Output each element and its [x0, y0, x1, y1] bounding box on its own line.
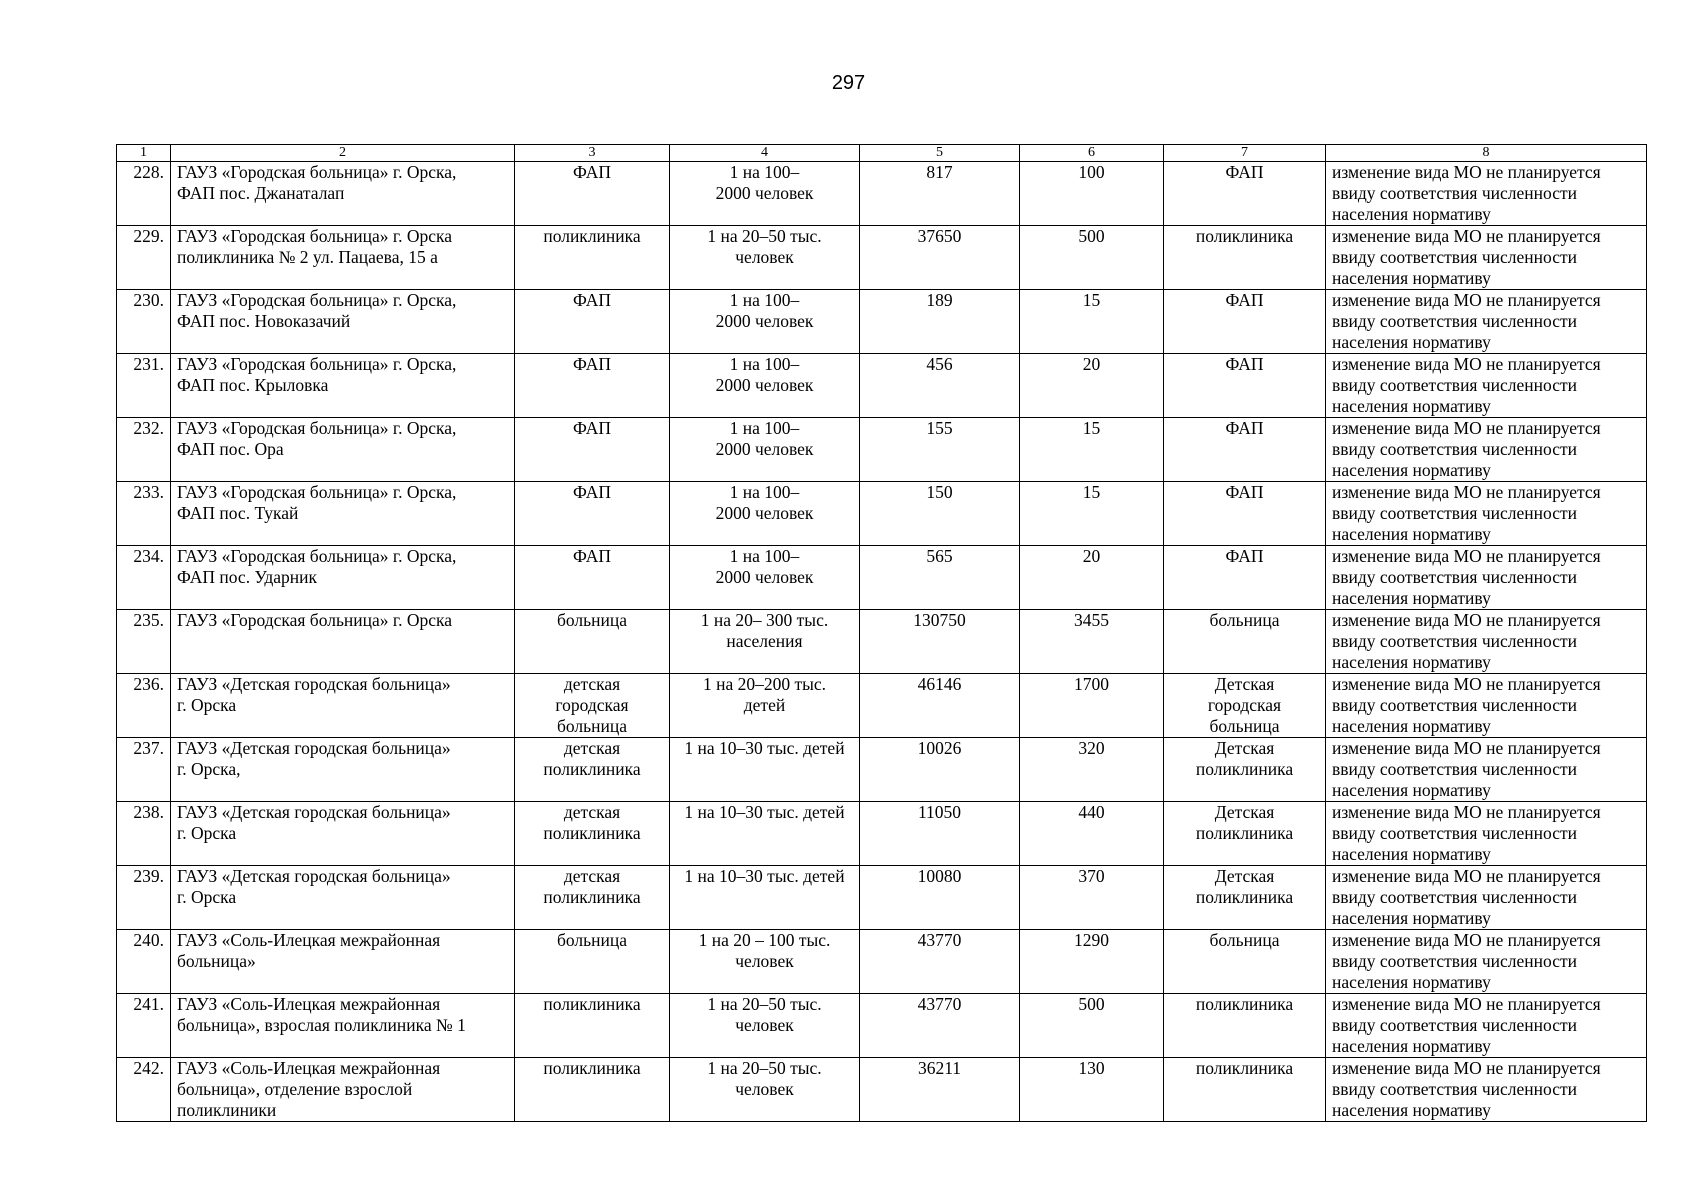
planned-type: Детская поликлиника: [1164, 738, 1326, 802]
row-number: 238.: [117, 802, 171, 866]
facility-type: ФАП: [515, 162, 670, 226]
population-value: 36211: [860, 1058, 1020, 1122]
planned-type: ФАП: [1164, 482, 1326, 546]
facility-type: детская поликлиника: [515, 866, 670, 930]
population-value: 10026: [860, 738, 1020, 802]
capacity-value: 500: [1020, 226, 1164, 290]
planned-type: Детская поликлиника: [1164, 866, 1326, 930]
table-row: [117, 482, 1647, 546]
row-number: 230.: [117, 290, 171, 354]
row-number: 236.: [117, 674, 171, 738]
planned-type: поликлиника: [1164, 1058, 1326, 1122]
capacity-value: 440: [1020, 802, 1164, 866]
capacity-value: 15: [1020, 290, 1164, 354]
planned-type: ФАП: [1164, 354, 1326, 418]
facility-type: детская городская больница: [515, 674, 670, 738]
comment-text: изменение вида МО не планируется ввиду соответствия численности населения нормативу: [1326, 418, 1647, 482]
column-header: 2: [171, 145, 515, 162]
norm-value: 1 на 20–200 тыс. детей: [670, 674, 860, 738]
population-value: 43770: [860, 994, 1020, 1058]
norm-value: 1 на 100– 2000 человек: [670, 546, 860, 610]
row-number: 237.: [117, 738, 171, 802]
column-header: 6: [1020, 145, 1164, 162]
planned-type: Детская городская больница: [1164, 674, 1326, 738]
planned-type: ФАП: [1164, 162, 1326, 226]
institution-name: ГАУЗ «Городская больница» г. Орска поликлиника № 2 ул. Пацаева, 15 а: [171, 226, 515, 290]
facility-type: ФАП: [515, 354, 670, 418]
comment-text: изменение вида МО не планируется ввиду соответствия численности населения нормативу: [1326, 162, 1647, 226]
table-body: [117, 162, 1647, 1122]
facility-type: ФАП: [515, 418, 670, 482]
facility-type: поликлиника: [515, 226, 670, 290]
facility-type: детская поликлиника: [515, 738, 670, 802]
table-row: [117, 802, 1647, 866]
institution-name: ГАУЗ «Соль-Илецкая межрайонная больница», отделение взрослой поликлиники: [171, 1058, 515, 1122]
planned-type: больница: [1164, 610, 1326, 674]
row-number: 229.: [117, 226, 171, 290]
norm-value: 1 на 100– 2000 человек: [670, 162, 860, 226]
comment-text: изменение вида МО не планируется ввиду соответствия численности населения нормативу: [1326, 354, 1647, 418]
table-row: [117, 930, 1647, 994]
planned-type: поликлиника: [1164, 994, 1326, 1058]
row-number: 242.: [117, 1058, 171, 1122]
facility-type: ФАП: [515, 290, 670, 354]
institution-name: ГАУЗ «Городская больница» г. Орска, ФАП пос. Новоказачий: [171, 290, 515, 354]
table-row: [117, 418, 1647, 482]
comment-text: изменение вида МО не планируется ввиду соответствия численности населения нормативу: [1326, 930, 1647, 994]
table-row: [117, 226, 1647, 290]
capacity-value: 15: [1020, 482, 1164, 546]
table-row: [117, 674, 1647, 738]
row-number: 231.: [117, 354, 171, 418]
row-number: 240.: [117, 930, 171, 994]
comment-text: изменение вида МО не планируется ввиду соответствия численности населения нормативу: [1326, 290, 1647, 354]
data-table: [116, 144, 1647, 1122]
table-row: [117, 866, 1647, 930]
row-number: 234.: [117, 546, 171, 610]
capacity-value: 3455: [1020, 610, 1164, 674]
facility-type: больница: [515, 610, 670, 674]
column-header: 7: [1164, 145, 1326, 162]
institution-name: ГАУЗ «Соль-Илецкая межрайонная больница», взрослая поликлиника № 1: [171, 994, 515, 1058]
comment-text: изменение вида МО не планируется ввиду соответствия численности населения нормативу: [1326, 610, 1647, 674]
row-number: 232.: [117, 418, 171, 482]
table-row: [117, 994, 1647, 1058]
population-value: 565: [860, 546, 1020, 610]
institution-name: ГАУЗ «Детская городская больница» г. Орска,: [171, 738, 515, 802]
population-value: 10080: [860, 866, 1020, 930]
planned-type: ФАП: [1164, 290, 1326, 354]
norm-value: 1 на 100– 2000 человек: [670, 418, 860, 482]
population-value: 150: [860, 482, 1020, 546]
row-number: 235.: [117, 610, 171, 674]
institution-name: ГАУЗ «Городская больница» г. Орска, ФАП пос. Тукай: [171, 482, 515, 546]
facility-type: поликлиника: [515, 1058, 670, 1122]
population-value: 189: [860, 290, 1020, 354]
facility-type: ФАП: [515, 546, 670, 610]
capacity-value: 130: [1020, 1058, 1164, 1122]
comment-text: изменение вида МО не планируется ввиду соответствия численности населения нормативу: [1326, 1058, 1647, 1122]
row-number: 239.: [117, 866, 171, 930]
facility-type: больница: [515, 930, 670, 994]
capacity-value: 20: [1020, 354, 1164, 418]
planned-type: больница: [1164, 930, 1326, 994]
institution-name: ГАУЗ «Детская городская больница» г. Орска: [171, 802, 515, 866]
capacity-value: 15: [1020, 418, 1164, 482]
capacity-value: 1290: [1020, 930, 1164, 994]
row-number: 241.: [117, 994, 171, 1058]
population-value: 456: [860, 354, 1020, 418]
comment-text: изменение вида МО не планируется ввиду соответствия численности населения нормативу: [1326, 674, 1647, 738]
norm-value: 1 на 100– 2000 человек: [670, 290, 860, 354]
facility-type: детская поликлиника: [515, 802, 670, 866]
population-value: 11050: [860, 802, 1020, 866]
table-row: [117, 610, 1647, 674]
column-header: 5: [860, 145, 1020, 162]
norm-value: 1 на 20–50 тыс. человек: [670, 226, 860, 290]
population-value: 155: [860, 418, 1020, 482]
table-row: [117, 354, 1647, 418]
institution-name: ГАУЗ «Городская больница» г. Орска, ФАП пос. Ударник: [171, 546, 515, 610]
capacity-value: 1700: [1020, 674, 1164, 738]
population-value: 130750: [860, 610, 1020, 674]
population-value: 817: [860, 162, 1020, 226]
comment-text: изменение вида МО не планируется ввиду соответствия численности населения нормативу: [1326, 738, 1647, 802]
row-number: 233.: [117, 482, 171, 546]
column-header: 3: [515, 145, 670, 162]
facility-type: поликлиника: [515, 994, 670, 1058]
table-row: [117, 290, 1647, 354]
comment-text: изменение вида МО не планируется ввиду соответствия численности населения нормативу: [1326, 482, 1647, 546]
column-header: 4: [670, 145, 860, 162]
column-header: 1: [117, 145, 171, 162]
table-row: [117, 162, 1647, 226]
table-row: [117, 738, 1647, 802]
comment-text: изменение вида МО не планируется ввиду соответствия численности населения нормативу: [1326, 226, 1647, 290]
table-row: [117, 546, 1647, 610]
capacity-value: 320: [1020, 738, 1164, 802]
page-number: 297: [831, 72, 866, 94]
institution-name: ГАУЗ «Городская больница» г. Орска, ФАП пос. Крыловка: [171, 354, 515, 418]
capacity-value: 500: [1020, 994, 1164, 1058]
row-number: 228.: [117, 162, 171, 226]
norm-value: 1 на 10–30 тыс. детей: [670, 802, 860, 866]
comment-text: изменение вида МО не планируется ввиду соответствия численности населения нормативу: [1326, 866, 1647, 930]
norm-value: 1 на 10–30 тыс. детей: [670, 866, 860, 930]
population-value: 46146: [860, 674, 1020, 738]
population-value: 37650: [860, 226, 1020, 290]
planned-type: ФАП: [1164, 546, 1326, 610]
institution-name: ГАУЗ «Соль-Илецкая межрайонная больница»: [171, 930, 515, 994]
capacity-value: 100: [1020, 162, 1164, 226]
comment-text: изменение вида МО не планируется ввиду соответствия численности населения нормативу: [1326, 546, 1647, 610]
planned-type: поликлиника: [1164, 226, 1326, 290]
institution-name: ГАУЗ «Городская больница» г. Орска, ФАП пос. Ора: [171, 418, 515, 482]
norm-value: 1 на 10–30 тыс. детей: [670, 738, 860, 802]
norm-value: 1 на 20 – 100 тыс. человек: [670, 930, 860, 994]
table-row: [117, 1058, 1647, 1122]
capacity-value: 20: [1020, 546, 1164, 610]
institution-name: ГАУЗ «Детская городская больница» г. Орска: [171, 866, 515, 930]
header-row: [117, 145, 1647, 162]
column-header: 8: [1326, 145, 1647, 162]
facility-type: ФАП: [515, 482, 670, 546]
institution-name: ГАУЗ «Городская больница» г. Орска: [171, 610, 515, 674]
comment-text: изменение вида МО не планируется ввиду соответствия численности населения нормативу: [1326, 802, 1647, 866]
planned-type: ФАП: [1164, 418, 1326, 482]
comment-text: изменение вида МО не планируется ввиду соответствия численности населения нормативу: [1326, 994, 1647, 1058]
norm-value: 1 на 100– 2000 человек: [670, 354, 860, 418]
institution-name: ГАУЗ «Городская больница» г. Орска, ФАП пос. Джанаталап: [171, 162, 515, 226]
norm-value: 1 на 20–50 тыс. человек: [670, 1058, 860, 1122]
population-value: 43770: [860, 930, 1020, 994]
norm-value: 1 на 20– 300 тыс. населения: [670, 610, 860, 674]
norm-value: 1 на 100– 2000 человек: [670, 482, 860, 546]
institution-name: ГАУЗ «Детская городская больница» г. Орска: [171, 674, 515, 738]
planned-type: Детская поликлиника: [1164, 802, 1326, 866]
capacity-value: 370: [1020, 866, 1164, 930]
norm-value: 1 на 20–50 тыс. человек: [670, 994, 860, 1058]
